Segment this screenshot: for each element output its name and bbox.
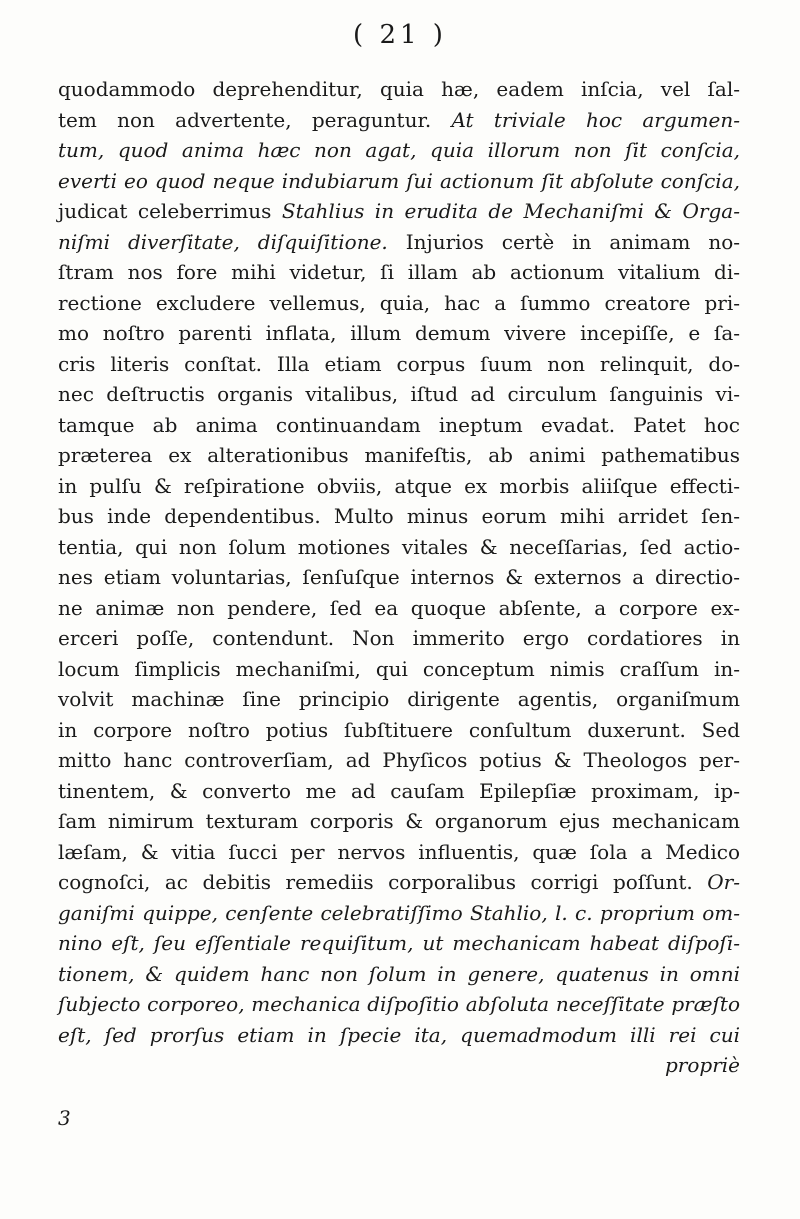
text-line <box>58 288 740 319</box>
text-segment: judicat celeberrimus <box>58 199 282 223</box>
text-segment: tamque ab anima continuandam ineptum evadat. Patet hoc <box>58 412 740 437</box>
text-line <box>58 989 740 1020</box>
text-segment: mitto hanc controverſiam, ad Phyſicos potius & Theologos per- <box>58 748 740 772</box>
italic-segment: ganiſmi quippe, cenſente celebratiſſimo Stahlio, l. c. proprium om- <box>58 900 740 925</box>
text-segment: in pulſu & reſpiratione obviis, atque ex morbis aliiſque effecti- <box>58 473 740 498</box>
italic-segment: tionem, & quidem hanc non ſolum in genere, quatenus in omni <box>58 961 740 986</box>
text-line <box>58 501 740 532</box>
text-line <box>58 379 740 410</box>
italic-segment: niſmi diverſitate, diſquiſitione. <box>58 229 388 254</box>
text-line <box>58 74 740 105</box>
text-line <box>58 776 740 807</box>
text-segment: mo noſtro parenti inflata, illum demum vivere incepiſſe, e ſa- <box>58 321 740 345</box>
text-line <box>58 105 740 136</box>
text-segment: tentia, qui non ſolum motiones vitales & neceſſarias, ſed actio- <box>58 534 740 559</box>
body-text <box>58 74 740 1081</box>
text-segment: ne animæ non pendere, ſed ea quoque abſente, a corpore ex- <box>58 595 740 620</box>
text-line <box>58 135 740 166</box>
text-line <box>58 471 740 502</box>
text-segment: ſtram nos fore mihi videtur, ſi illam ab actionum vitalium di- <box>58 260 740 284</box>
text-line <box>58 623 740 654</box>
catchword: propriè <box>665 1053 740 1077</box>
text-segment: læſam, & vitia ſucci per nervos influentis, quæ ſola a Medico <box>58 839 740 864</box>
italic-segment: eſt, ſed prorſus etiam in ſpecie ita, quemadmodum illi rei cui <box>58 1022 740 1047</box>
italic-segment: At triviale hoc argumen- <box>451 107 740 132</box>
text-line <box>58 257 740 288</box>
text-segment: præterea ex alterationibus manifeſtis, ab animi pathematibus <box>58 443 740 467</box>
text-segment: Injurios certè in animam no- <box>387 229 740 254</box>
italic-segment: everti eo quod neque indubiarum ſui actionum ſit abſolute conſcia, <box>58 168 740 193</box>
text-line <box>58 318 740 349</box>
italic-segment: Or- <box>707 870 740 894</box>
text-segment: quodammodo deprehenditur, quia hæ, eadem inſcia, vel ſal- <box>58 77 740 101</box>
italic-segment: Stahlius in erudita de Mechaniſmi & Orga- <box>281 199 740 223</box>
text-segment: tem non advertente, peraguntur. <box>58 107 452 132</box>
text-line <box>58 898 740 929</box>
italic-segment: tum, quod anima hæc non agat, quia illorum non ſit conſcia, <box>58 138 740 162</box>
text-segment: bus inde dependentibus. Multo minus eorum mihi arridet ſen- <box>58 504 740 528</box>
text-segment: tinentem, & converto me ad cauſam Epilepſiæ proximam, ip- <box>58 778 740 803</box>
text-segment: cris literis conſtat. Illa etiam corpus ſuum non relinquit, do- <box>58 351 740 376</box>
text-segment: nes etiam voluntarias, ſenſuſque internos & externos a directio- <box>58 565 740 589</box>
text-line <box>58 959 740 990</box>
text-segment: nec deſtructis organis vitalibus, iſtud ad circulum ſanguinis vi- <box>58 382 740 406</box>
text-line <box>58 196 740 227</box>
text-line <box>58 806 740 837</box>
italic-segment: nino eſt, ſeu eſſentiale requiſitum, ut mechanicam habeat diſpoſi- <box>58 931 740 955</box>
text-line <box>58 715 740 746</box>
text-line <box>58 349 740 380</box>
text-segment: ſam nimirum texturam corporis & organorum ejus mechanicam <box>58 809 740 833</box>
text-line <box>58 593 740 624</box>
text-segment: cognoſci, ac debitis remediis corporalibus corrigi poſſunt. <box>58 870 708 894</box>
text-segment: rectione excludere vellemus, quia, hac a ſummo creatore pri- <box>58 290 740 315</box>
text-line <box>58 227 740 258</box>
text-line <box>58 1020 740 1051</box>
italic-segment: ſubjecto corporeo, mechanica diſpoſitio abſoluta neceſſitate præſto <box>58 992 740 1016</box>
text-line <box>58 684 740 715</box>
text-line <box>58 532 740 563</box>
text-segment: locum ſimplicis mechaniſmi, qui conceptum nimis craſſum in- <box>58 656 740 681</box>
text-line <box>58 166 740 197</box>
text-segment: erceri poſſe, contendunt. Non immerito ergo cordatiores in <box>58 626 740 650</box>
text-segment: volvit machinæ ſine principio dirigente agentis, organiſmum <box>58 687 740 711</box>
text-line <box>58 440 740 471</box>
signature-mark: 3 <box>58 1106 71 1130</box>
text-line <box>58 410 740 441</box>
page-number: ( 21 ) <box>353 20 447 50</box>
text-line <box>58 745 740 776</box>
text-segment: in corpore noſtro potius ſubſtituere conſultum duxerunt. Sed <box>58 717 740 742</box>
text-line <box>58 562 740 593</box>
text-line <box>58 654 740 685</box>
text-line <box>58 837 740 868</box>
text-line <box>58 928 740 959</box>
text-line <box>58 867 740 898</box>
